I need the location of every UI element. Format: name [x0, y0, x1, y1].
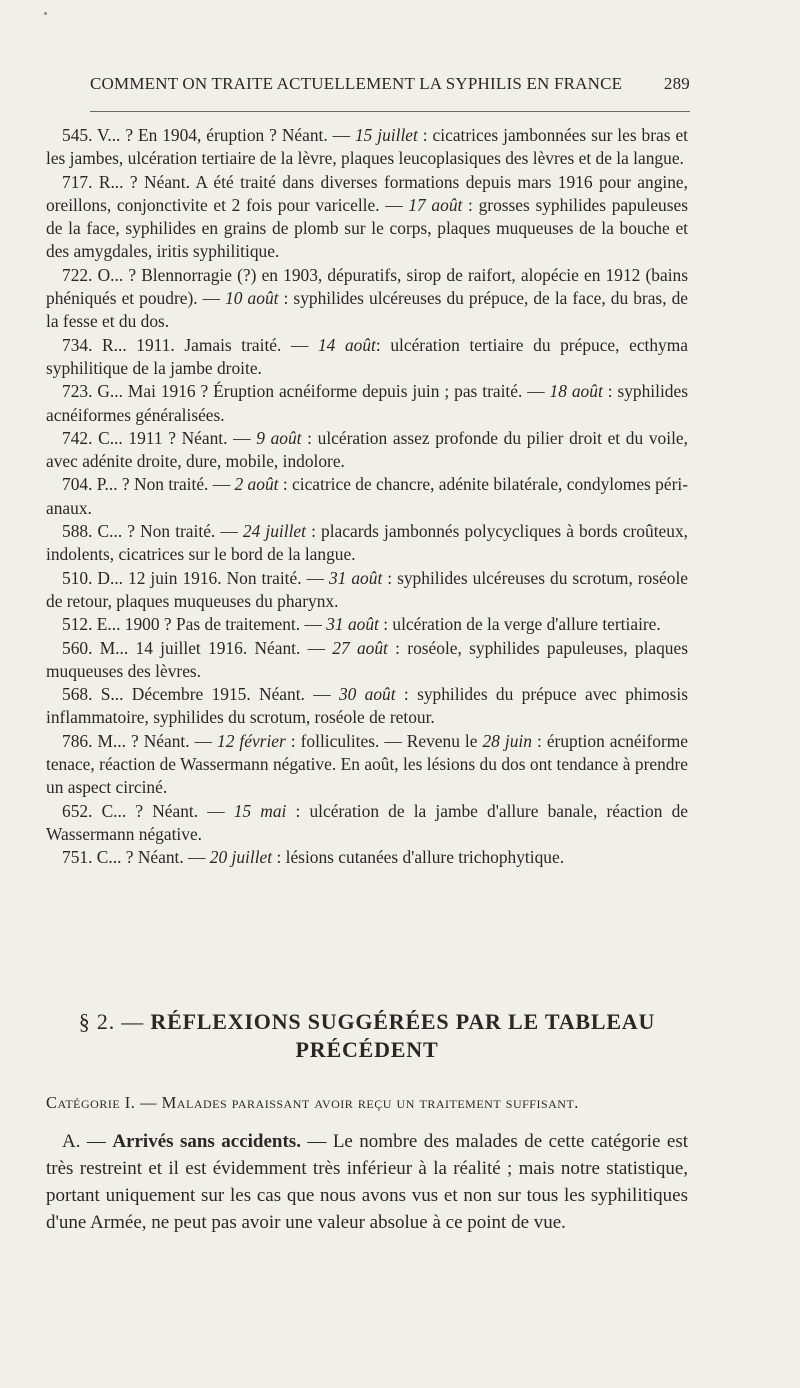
section-heading: [46, 1008, 688, 1064]
case-entry: 723. G... Mai 1916 ? Éruption acnéiforme depuis juin ; pas traité. — 18 août : syphilides acnéiformes généralisées.: [46, 381, 688, 425]
header-rule: [90, 111, 690, 112]
paragraph-text: — Le nombre des malades de cette catégorie est très restreint et il est évidemment très inférieur à la réalité ; mais notre statistique, portant uniquement sur les cas que nous avons vus et non sur tous les syphilitiques d'une Armée, ne peut pas avoir une valeur absolue à ce point de vue.: [46, 1131, 689, 1233]
section-number: § 2. —: [78, 1009, 151, 1034]
case-entry: 512. E... 1900 ? Pas de traitement. — 31 août : ulcération de la verge d'allure tertiaire.: [62, 614, 661, 635]
section-title-line1: RÉFLEXIONS SUGGÉRÉES PAR LE TABLEAU: [150, 1009, 656, 1034]
case-entry: 742. C... 1911 ? Néant. — 9 août : ulcération assez profonde du pilier droit et du voile, avec adénite droite, dure, mobile, indolore.: [46, 427, 688, 472]
case-entry: 510. D... 12 juin 1916. Non traité. — 31 août : syphilides ulcéreuses du scrotum, roséole de retour, plaques muqueuses du pharynx.: [46, 567, 689, 611]
page-number: 289: [663, 74, 690, 93]
body-paragraph: [46, 1128, 688, 1236]
case-entry: 545. V... ? En 1904, éruption ? Néant. — 15 juillet : cicatrices jambonnées sur les bras et les jambes, ulcération tertiaire de la lèvre, plaques leucoplasiques des lèvres et de la langue.: [46, 125, 689, 169]
running-head-title: COMMENT ON TRAITE ACTUELLEMENT LA SYPHILIS EN FRANCE: [90, 74, 623, 93]
paragraph-lead: A. —: [62, 1131, 113, 1152]
case-entry: 717. R... ? Néant. A été traité dans diverses formations depuis mars 1916 pour angine, oreillons, conjonctivite et 2 fois pour varicelle. — 17 août : grosses syphilides papuleuses de la face, syphilides en grains de plomb sur le corps, plaques muqueuses de la bouche et des amygdales, iritis syphilitique.: [46, 171, 689, 262]
case-entry: 588. C... ? Non traité. — 24 juillet : placards jambonnés polycycliques à bords croûteux, indolents, cicatrices sur le bord de la langue.: [46, 521, 688, 565]
case-entry: 722. O... ? Blennorragie (?) en 1903, dépuratifs, sirop de raifort, alopécie en 1912 (bains phéniqués et poudre). — 10 août : syphilides ulcéreuses du prépuce, de la face, du bras, de la fesse et du dos.: [46, 264, 689, 332]
case-entry: 568. S... Décembre 1915. Néant. — 30 août : syphilides du prépuce avec phimosis inflammatoire, syphilides du scrotum, roséole de retour.: [46, 684, 688, 728]
category-title: Malades paraissant avoir reçu un traitement suffisant.: [161, 1093, 579, 1112]
section-title-line2: PRÉCÉDENT: [295, 1037, 439, 1062]
category-heading: [46, 1093, 688, 1113]
case-entry: 734. R... 1911. Jamais traité. — 14 août: ulcération tertiaire du prépuce, ecthyma syphilitique de la jambe droite.: [46, 334, 689, 378]
ink-speck: [44, 12, 47, 15]
category-label: Catégorie I. —: [46, 1093, 162, 1112]
case-entry: 786. M... ? Néant. — 12 février : folliculites. — Revenu le 28 juin : éruption acnéiforme tenace, réaction de Wassermann négative. En août, les lésions du dos ont tendance à prendre un aspect circiné.: [46, 730, 688, 798]
case-entry: 704. P... ? Non traité. — 2 août : cicatrice de chancre, adénite bilatérale, condylomes péri-anaux.: [46, 474, 688, 518]
case-entries: [46, 124, 688, 870]
case-entry: 652. C... ? Néant. — 15 mai : ulcération de la jambe d'allure banale, réaction de Wassermann négative.: [46, 800, 688, 844]
paragraph-heading: Arrivés sans accidents.: [112, 1131, 301, 1152]
case-entry: 560. M... 14 juillet 1916. Néant. — 27 août : roséole, syphilides papuleuses, plaques muqueuses des lèvres.: [46, 637, 688, 681]
case-entry: 751. C... ? Néant. — 20 juillet : lésions cutanées d'allure trichophytique.: [62, 847, 565, 868]
